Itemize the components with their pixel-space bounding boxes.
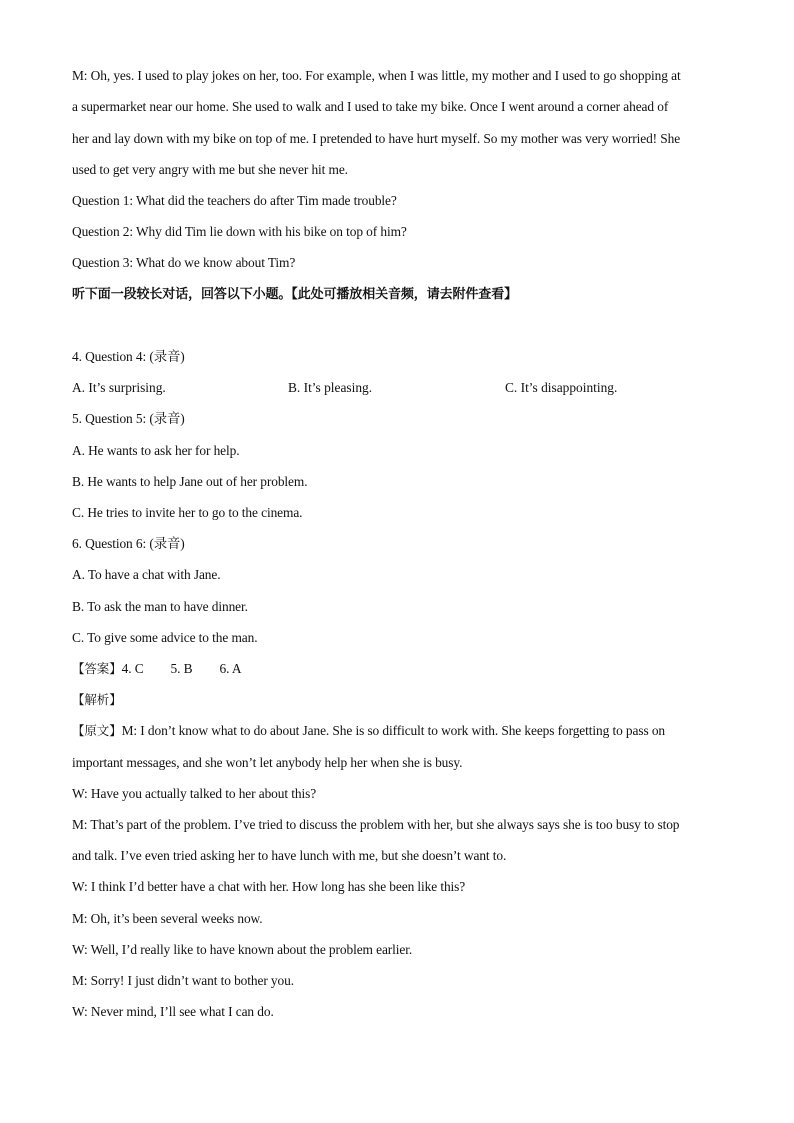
question-5-stem: 5. Question 5: (录音)	[72, 411, 185, 426]
transcript-line: W: Well, I’d really like to have known about the problem earlier.	[72, 942, 413, 957]
answer-4: 4. C	[121, 661, 144, 676]
question-4-stem: 4. Question 4: (录音)	[72, 349, 185, 364]
answer-6: 6. A	[219, 661, 242, 676]
question-3-text: Question 3: What do we know about Tim?	[72, 255, 296, 270]
transcript-line: M: Sorry! I just didn’t want to bother you.	[72, 973, 294, 988]
dialogue-line: M: Oh, yes. I used to play jokes on her, too. For example, when I was little, my mother and I used to go shopping at	[72, 68, 681, 83]
question-5-option-c: C. He tries to invite her to go to the cinema.	[72, 505, 303, 520]
question-1-text: Question 1: What did the teachers do after Tim made trouble?	[72, 193, 397, 208]
transcript-line	[72, 722, 665, 740]
question-6-option-b: B. To ask the man to have dinner.	[72, 599, 248, 614]
question-4-option-a: A. It’s surprising.	[72, 380, 166, 395]
transcript-line: W: Never mind, I’ll see what I can do.	[72, 1004, 274, 1019]
answer-5: 5. B	[170, 661, 193, 676]
transcript-line: important messages, and she won’t let anybody help her when she is busy.	[72, 755, 463, 770]
transcript-text: M: I don’t know what to do about Jane. She is so difficult to work with. She keeps forgetting to pass on	[121, 723, 666, 738]
transcript-line: M: Oh, it’s been several weeks now.	[72, 911, 263, 926]
question-4-option-c: C. It’s disappointing.	[505, 380, 618, 395]
answer-row	[72, 660, 241, 678]
transcript-line: W: Have you actually talked to her about this?	[72, 786, 317, 801]
dialogue-line: used to get very angry with me but she never hit me.	[72, 162, 348, 177]
answer-label: 【答案】	[72, 661, 122, 676]
transcript-line: M: That’s part of the problem. I’ve tried to discuss the problem with her, but she always says she is too busy to stop	[72, 817, 680, 832]
question-5-option-a: A. He wants to ask her for help.	[72, 443, 240, 458]
analysis-label: 【解析】	[72, 692, 122, 707]
dialogue-line: a supermarket near our home. She used to walk and I used to take my bike. Once I went around a corner ahead of	[72, 99, 669, 114]
question-5-option-b: B. He wants to help Jane out of her problem.	[72, 474, 308, 489]
section-instruction: 听下面一段较长对话，回答以下小题。【此处可播放相关音频，请去附件查看】	[72, 287, 518, 302]
question-6-stem: 6. Question 6: (录音)	[72, 536, 185, 551]
dialogue-line: her and lay down with my bike on top of me. I pretended to have hurt myself. So my mother was very worried! She	[72, 131, 681, 146]
question-2-text: Question 2: Why did Tim lie down with his bike on top of him?	[72, 224, 407, 239]
question-6-option-a: A. To have a chat with Jane.	[72, 567, 221, 582]
transcript-line: W: I think I’d better have a chat with her. How long has she been like this?	[72, 879, 466, 894]
question-4-option-b: B. It’s pleasing.	[288, 380, 373, 395]
transcript-label: 【原文】	[72, 723, 122, 738]
question-6-option-c: C. To give some advice to the man.	[72, 630, 258, 645]
transcript-line: and talk. I’ve even tried asking her to have lunch with me, but she doesn’t want to.	[72, 848, 507, 863]
